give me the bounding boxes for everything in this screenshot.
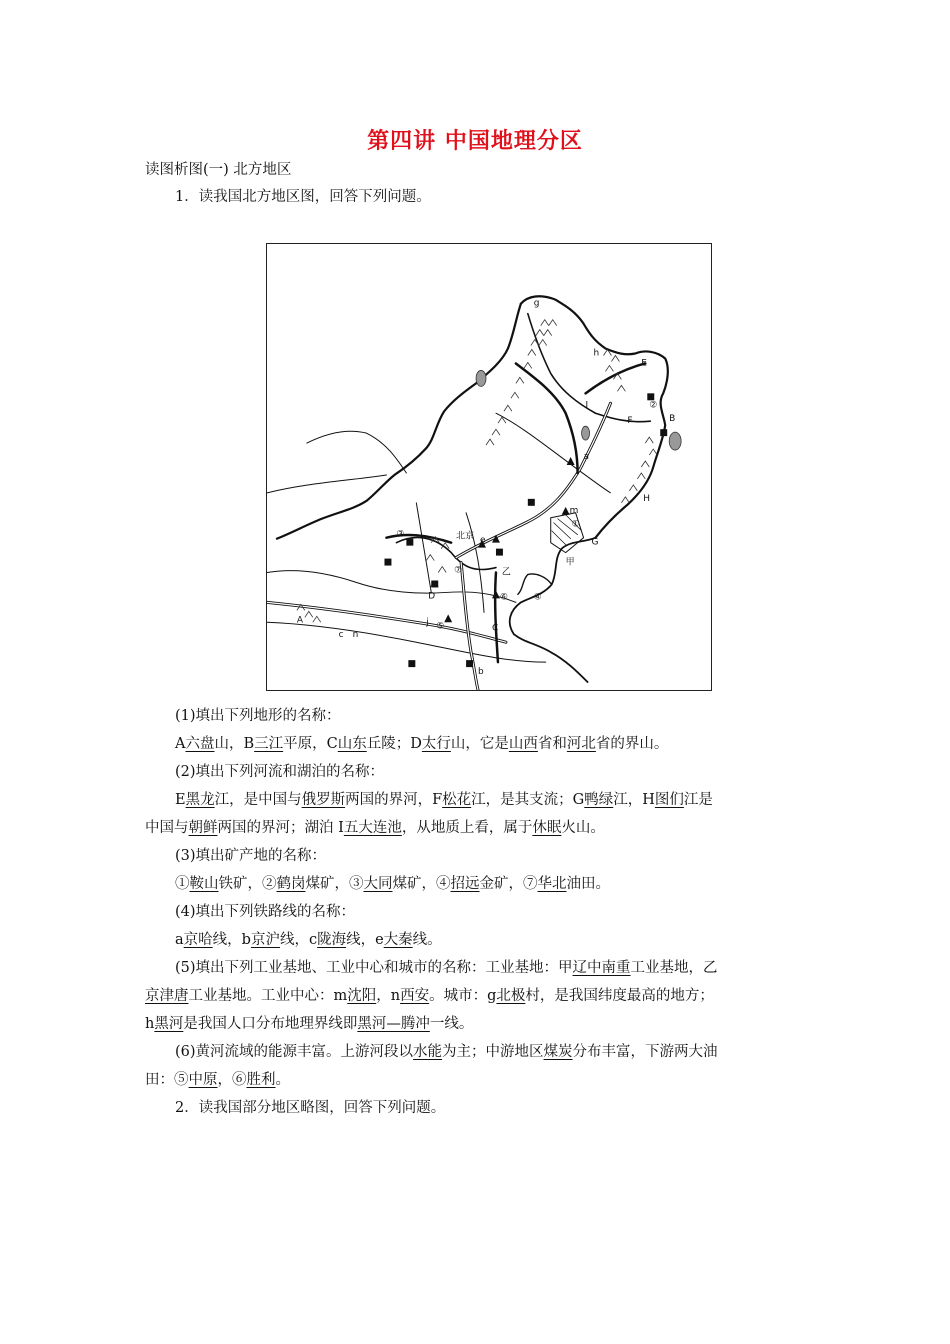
coast-line	[510, 538, 596, 682]
q1-part4-heading: (4)填出下列铁路线的名称：	[175, 904, 356, 920]
map-label: H	[643, 493, 651, 504]
map-label: ⑤	[436, 621, 445, 632]
lake-icon	[582, 426, 590, 440]
coast-line	[518, 574, 552, 594]
map-label: m	[569, 505, 579, 516]
map-label: a	[583, 452, 590, 463]
map-label: A	[296, 615, 303, 626]
map-label: F	[627, 416, 633, 427]
map-label: c	[338, 630, 344, 641]
q1-part4-answer: a京哈线，b京沪线，c陇海线，e大秦线。	[175, 932, 442, 948]
map-label: C	[491, 623, 499, 634]
q1-part3-answer: ①鞍山铁矿，②鹤岗煤矿，③大同煤矿，④招远金矿，⑦华北油田。	[175, 876, 610, 892]
border-line	[277, 304, 521, 539]
map-label: n	[352, 630, 359, 641]
question-2-prompt: 2．读我国部分地区略图，回答下列问题。	[175, 1100, 446, 1116]
map-label: E	[641, 358, 647, 369]
lake-icon	[476, 370, 486, 386]
map-label: I	[585, 400, 589, 411]
map-label: g	[533, 298, 540, 309]
q1-part6-line2: 田：⑤中原，⑥胜利。	[145, 1072, 290, 1088]
map-label: ⑥	[499, 592, 508, 603]
q1-part1-heading: (1)填出下列地形的名称：	[175, 708, 341, 724]
section-heading: 读图析图(一) 北方地区	[145, 162, 292, 178]
mountain-icon	[296, 320, 657, 626]
q1-part2-answer-line2: 中国与朝鲜两国的界河；湖泊 I五大连池，从地质上看，属于休眠火山。	[145, 820, 605, 836]
province-line	[496, 413, 610, 493]
railway-line	[516, 363, 578, 473]
map-label: 北京	[456, 531, 475, 542]
lake-icon	[669, 432, 681, 450]
map-label: G	[591, 537, 599, 548]
q1-part5-line2: 京津唐工业基地。工业中心：m沈阳，n西安。城市：g北极村，是我国纬度最高的地方；	[145, 988, 714, 1004]
map-label: 乙	[501, 567, 511, 578]
map-svg	[267, 244, 711, 690]
map-label: D	[428, 591, 436, 602]
q1-part6-line1: (6)黄河流域的能源丰富。上游河段以水能为主；中游地区煤炭分布丰富，下游两大油	[175, 1044, 718, 1060]
railway-line	[586, 363, 646, 393]
north-china-map	[266, 243, 712, 691]
q1-part3-heading: (3)填出矿产地的名称：	[175, 848, 327, 864]
railway-line	[461, 563, 478, 690]
map-label: ④	[533, 592, 542, 603]
map-label: b	[478, 667, 484, 678]
province-line	[267, 571, 516, 603]
map-label: ②	[649, 400, 658, 411]
map-label: B	[669, 414, 676, 425]
q1-part1-answer: A六盘山，B三江平原，C山东丘陵；D太行山，它是山西省和河北省的界山。	[175, 736, 669, 752]
q1-part2-heading: (2)填出下列河流和湖泊的名称：	[175, 764, 385, 780]
map-label: j	[426, 617, 429, 628]
map-label: 甲	[565, 557, 575, 568]
map-label: ①	[571, 519, 580, 530]
railway-line	[495, 573, 498, 663]
page-title: 第四讲 中国地理分区	[367, 129, 583, 154]
question-1-prompt: 1．读我国北方地区图，回答下列问题。	[175, 189, 431, 205]
q1-part2-answer-line1: E黑龙江，是中国与俄罗斯两国的界河，F松花江，是其支流；G鸭绿江，H图们江是	[175, 792, 713, 808]
map-label: ③	[396, 529, 405, 540]
map-label: ⑦	[454, 565, 463, 576]
q1-part5-line1: (5)填出下列工业基地、工业中心和城市的名称：工业基地：甲辽中南重工业基地，乙	[175, 960, 718, 976]
province-line	[416, 503, 484, 613]
q1-part5-line3: h黑河是我国人口分布地理界线即黑河—腾冲一线。	[145, 1016, 474, 1032]
map-label: h	[593, 348, 600, 359]
map-label: e	[480, 535, 486, 546]
